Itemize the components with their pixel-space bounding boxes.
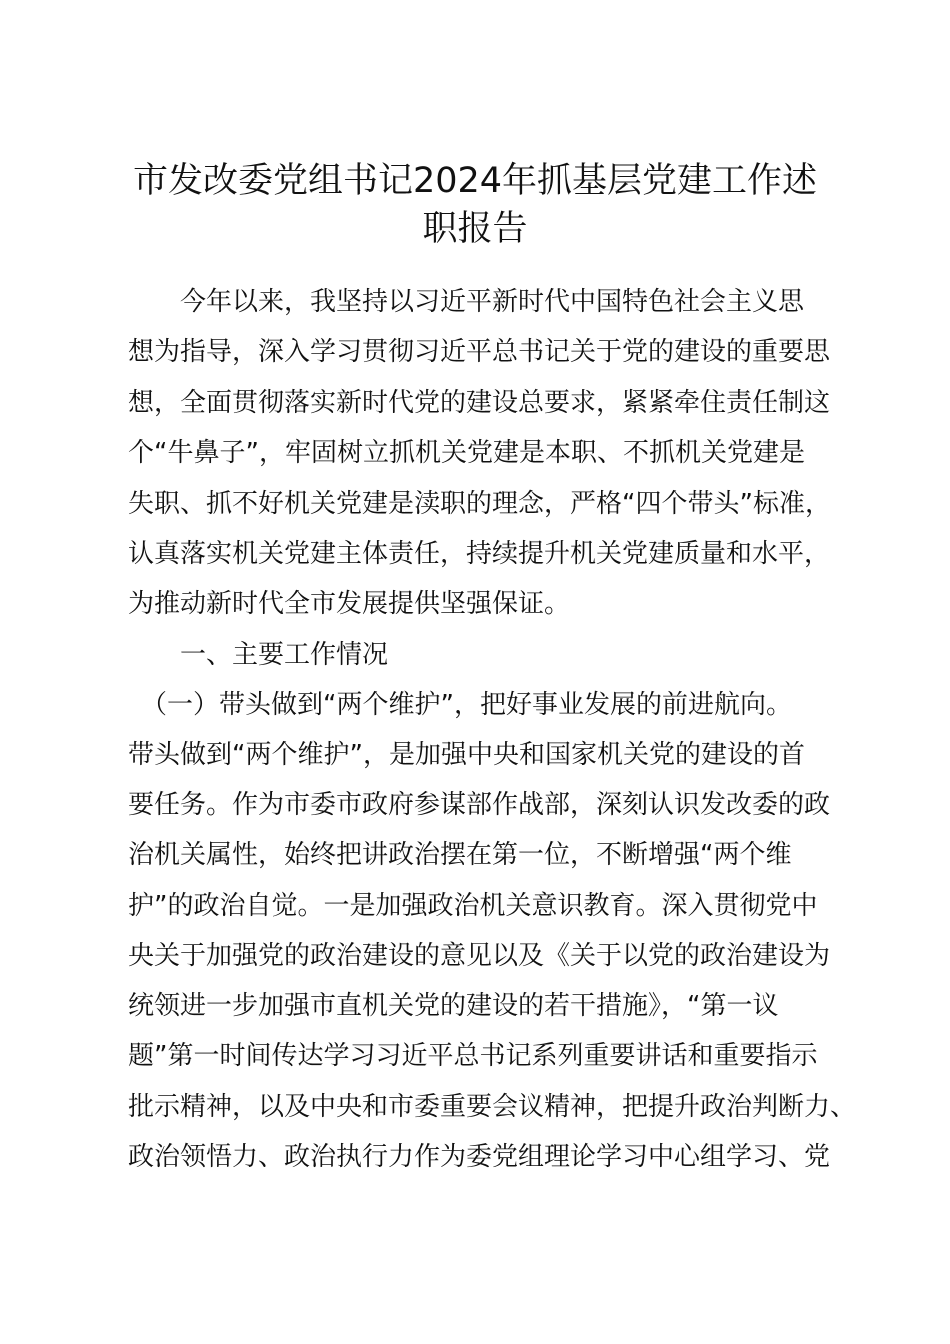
body-line-13: 护”的政治自觉。一是加强政治机关意识教育。深入贯彻党中 [128,891,818,921]
body-line-11: 要任务。作为市委市政府参谋部作战部，深刻认识发改委的政 [128,790,831,820]
body-line-1: 今年以来，我坚持以习近平新时代中国特色社会主义思 [128,287,805,317]
body-line-7: 为推动新时代全市发展提供坚强保证。 [128,589,571,619]
subsection-heading: （一）带头做到“两个维护”，把好事业发展的前进航向。 [128,690,792,720]
body-line-18: 政治领悟力、政治执行力作为委党组理论学习中心组学习、党 [128,1142,831,1172]
document-title-line-1: 市发改委党组书记2024年抓基层党建工作述 [132,161,818,201]
body-line-6: 认真落实机关党建主体责任，持续提升机关党建质量和水平， [128,539,831,569]
body-line-14: 央关于加强党的政治建设的意见以及《关于以党的政治建设为 [128,941,831,971]
body-line-3: 想，全面贯彻落实新时代党的建设总要求，紧紧牵住责任制这 [128,388,831,418]
body-line-4: 个“牛鼻子”，牢固树立抓机关党建是本职、不抓机关党建是 [128,438,805,468]
body-line-12: 治机关属性，始终把讲政治摆在第一位，不断增强“两个维 [128,840,792,870]
body-line-2: 想为指导，深入学习贯彻习近平总书记关于党的建设的重要思 [128,337,831,367]
body-line-10: 带头做到“两个维护”，是加强中央和国家机关党的建设的首 [128,740,805,770]
section-heading: 一、主要工作情况 [128,640,389,670]
body-line-15: 统领进一步加强市直机关党的建设的若干措施》，“第一议 [128,991,779,1021]
document-title-line-2: 职报告 [422,209,528,249]
body-line-17: 批示精神，以及中央和市委重要会议精神，把提升政治判断力、 [128,1092,857,1122]
body-line-16: 题”第一时间传达学习习近平总书记系列重要讲话和重要指示 [128,1041,818,1071]
body-line-5: 失职、抓不好机关党建是渎职的理念，严格“四个带头”标准， [128,489,831,519]
